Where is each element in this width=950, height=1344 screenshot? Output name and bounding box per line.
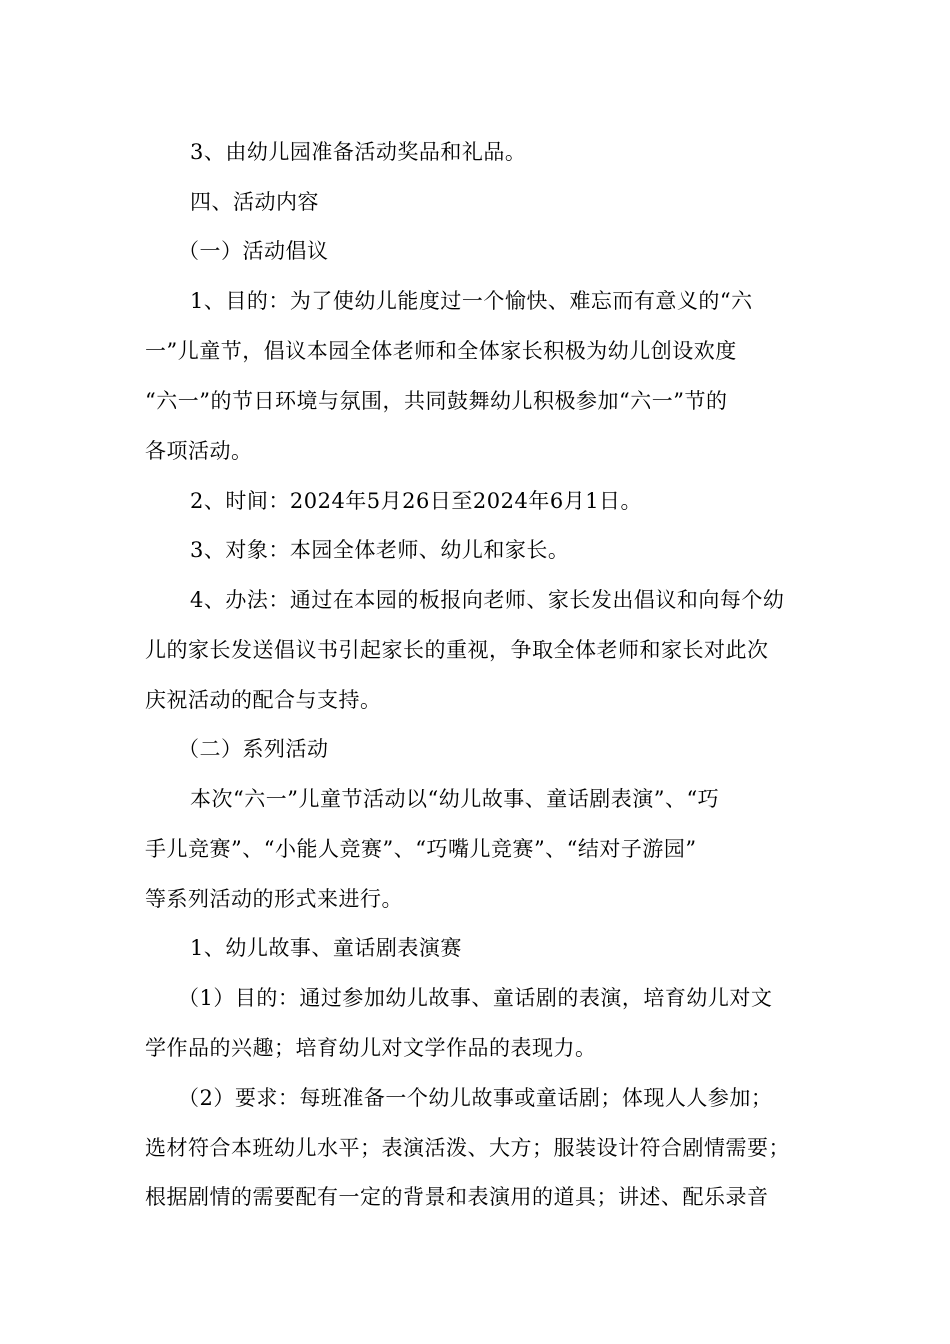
paragraph-line: 4、办法：通过在本园的板报向老师、家长发出倡议和向每个幼 <box>190 588 785 612</box>
paragraph-line: （2）要求：每班准备一个幼儿故事或童话剧；体现人人参加； <box>178 1086 773 1110</box>
paragraph-line: 2、时间：2024年5月26日至2024年6月1日。 <box>190 489 643 513</box>
paragraph-line: 选材符合本班幼儿水平；表演活泼、大方；服装设计符合剧情需要； <box>145 1136 790 1160</box>
paragraph-line: 等系列活动的形式来进行。 <box>145 887 403 911</box>
subsection-heading: （二）系列活动 <box>178 737 329 761</box>
paragraph-line: 学作品的兴趣；培育幼儿对文学作品的表现力。 <box>145 1036 597 1060</box>
section-heading: 四、活动内容 <box>190 190 319 214</box>
paragraph-line: 手儿竞赛”、“小能人竞赛”、“巧嘴儿竞赛”、“结对子游园” <box>145 837 697 861</box>
paragraph-line: 1、幼儿故事、童话剧表演赛 <box>190 936 462 960</box>
paragraph-line: “六一”的节日环境与氛围，共同鼓舞幼儿积极参加“六一”节的 <box>145 389 728 413</box>
paragraph-line: 各项活动。 <box>145 439 253 463</box>
subsection-heading: （一）活动倡议 <box>178 239 329 263</box>
paragraph-line: （1）目的：通过参加幼儿故事、童话剧的表演，培育幼儿对文 <box>178 986 773 1010</box>
paragraph-line: 庆祝活动的配合与支持。 <box>145 688 382 712</box>
paragraph-line: 儿的家长发送倡议书引起家长的重视，争取全体老师和家长对此次 <box>145 638 769 662</box>
paragraph-line: 根据剧情的需要配有一定的背景和表演用的道具；讲述、配乐录音 <box>145 1185 769 1209</box>
paragraph-line: 3、由幼儿园准备活动奖品和礼品。 <box>190 140 527 164</box>
paragraph-line: 本次“六一”儿童节活动以“幼儿故事、童话剧表演”、“巧 <box>190 787 720 811</box>
paragraph-line: 1、目的：为了使幼儿能度过一个愉快、难忘而有意义的“六 <box>190 289 753 313</box>
paragraph-line: 3、对象：本园全体老师、幼儿和家长。 <box>190 538 570 562</box>
paragraph-line: 一”儿童节，倡议本园全体老师和全体家长积极为幼儿创设欢度 <box>145 339 737 363</box>
